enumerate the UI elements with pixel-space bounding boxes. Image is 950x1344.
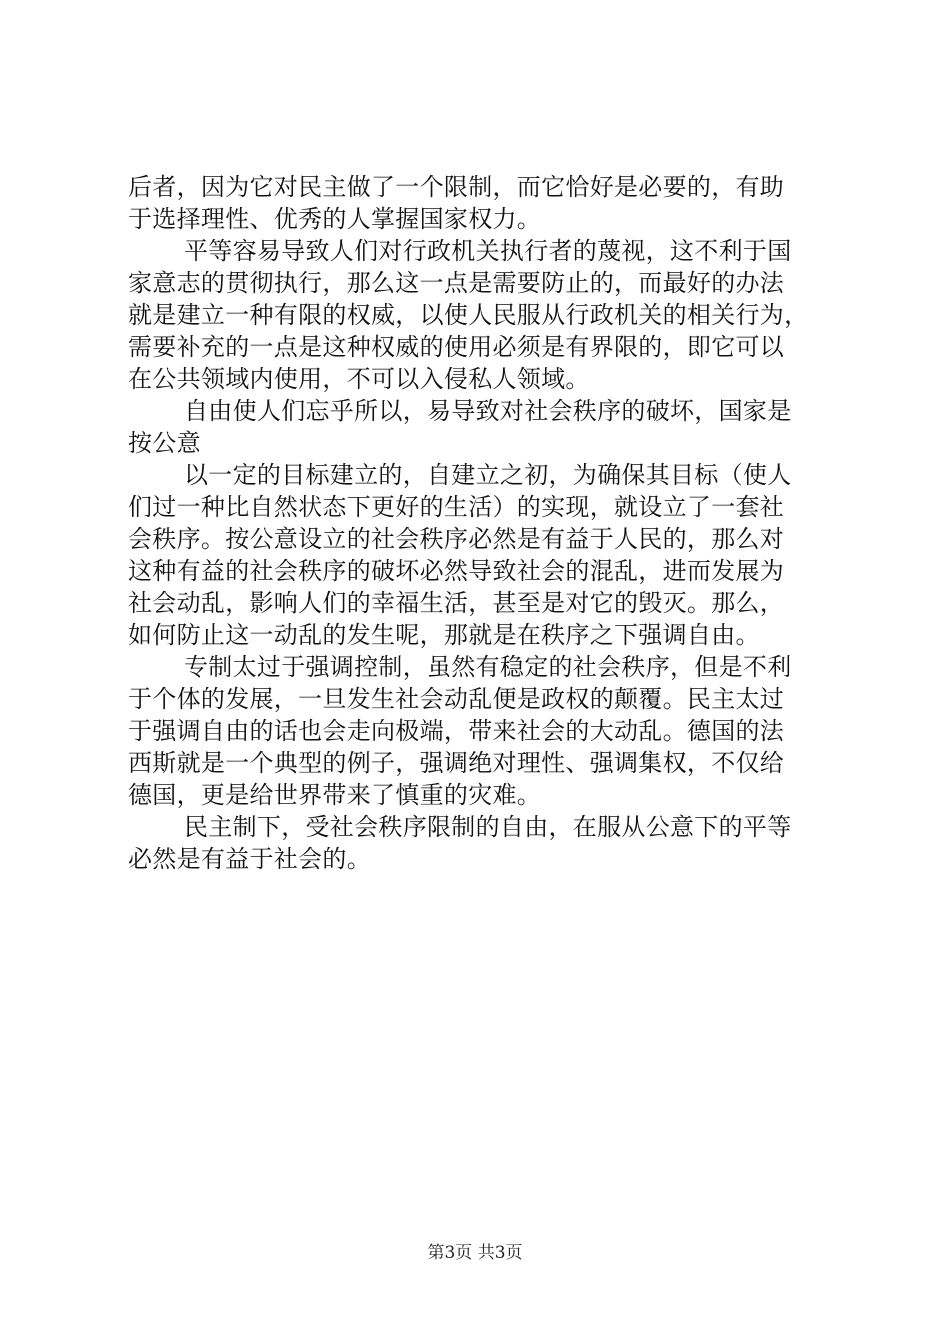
text-line: 就是建立一种有限的权威，以使人民服从行政机关的相关行为， (128, 301, 809, 329)
text-line: 们过一种比自然状态下更好的生活）的实现，就设立了一套社 (128, 493, 785, 521)
text-line: 这种有益的社会秩序的破坏必然导致社会的混乱，进而发展为 (128, 557, 785, 585)
text-line: 必然是有益于社会的。 (128, 845, 371, 873)
text-line: 社会动乱，影响人们的幸福生活，甚至是对它的毁灭。那么， (128, 589, 785, 617)
text-line: 于选择理性、优秀的人掌握国家权力。 (128, 205, 542, 233)
document-body (128, 171, 840, 875)
paragraph-start-line: 民主制下，受社会秩序限制的自由，在服从公意下的平等 (184, 813, 792, 841)
text-line: 后者，因为它对民主做了一个限制，而它恰好是必要的，有助 (128, 173, 785, 201)
text-line: 在公共领域内使用，不可以入侵私人领域。 (128, 365, 590, 393)
text-line: 西斯就是一个典型的例子，强调绝对理性、强调集权，不仅给 (128, 749, 785, 777)
text-line: 于强调自由的话也会走向极端，带来社会的大动乱。德国的法 (128, 717, 785, 745)
text-line: 家意志的贯彻执行，那么这一点是需要防止的，而最好的办法 (128, 269, 785, 297)
page-number-footer: 第3页 共3页 (427, 1243, 523, 1263)
text-line: 需要补充的一点是这种权威的使用必须是有界限的，即它可以 (128, 333, 785, 361)
paragraph-start-line: 专制太过于强调控制，虽然有稳定的社会秩序，但是不利 (184, 653, 792, 681)
paragraph-start-line: 平等容易导致人们对行政机关执行者的蔑视，这不利于国 (184, 237, 792, 265)
text-line: 会秩序。按公意设立的社会秩序必然是有益于人民的，那么对 (128, 525, 785, 553)
paragraph-start-line: 自由使人们忘乎所以，易导致对社会秩序的破坏，国家是 (184, 397, 792, 425)
text-line: 按公意 (128, 429, 201, 457)
text-line: 于个体的发展，一旦发生社会动乱便是政权的颠覆。民主太过 (128, 685, 785, 713)
paragraph-start-line: 以一定的目标建立的，自建立之初，为确保其目标（使人 (184, 461, 792, 489)
text-line: 如何防止这一动乱的发生呢，那就是在秩序之下强调自由。 (128, 621, 760, 649)
text-line: 德国，更是给世界带来了慎重的灾难。 (128, 781, 542, 809)
